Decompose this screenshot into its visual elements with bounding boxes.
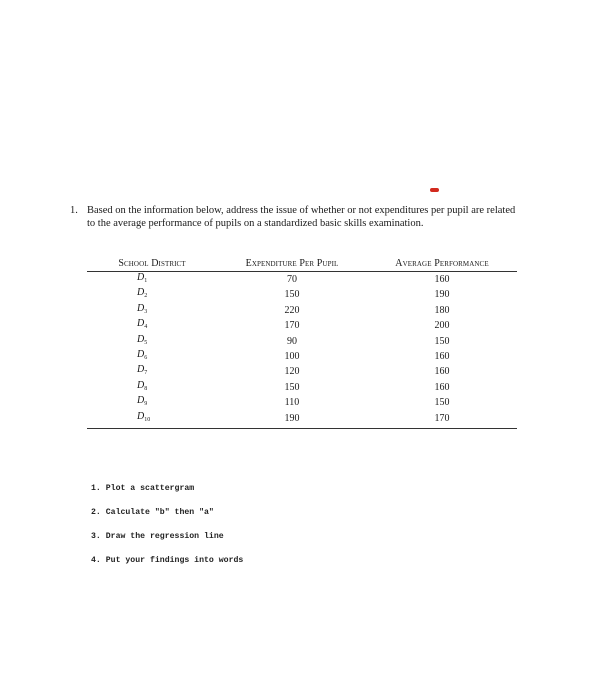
performance-cell: 200 — [434, 320, 450, 332]
district-cell: $D_8$ — [137, 379, 148, 392]
task-list — [91, 484, 243, 580]
task-item-findings: 4. Put your findings into words — [91, 556, 244, 565]
data-table — [87, 257, 517, 429]
district-cell: $D_4$ — [137, 318, 148, 331]
performance-cell: 160 — [434, 381, 450, 393]
task-item-regression-line: 3. Draw the regression line — [91, 532, 224, 541]
red-mark — [430, 188, 439, 192]
expenditure-cell: 150 — [284, 381, 300, 393]
district-cell: $D_9$ — [137, 395, 148, 408]
table-row — [87, 349, 517, 364]
expenditure-cell: 110 — [284, 397, 300, 409]
district-cell: $D_3$ — [137, 302, 148, 315]
district-cell: $D_2$ — [137, 287, 148, 300]
expenditure-cell: 190 — [217, 411, 367, 429]
table-row — [87, 380, 517, 395]
district-cell: $D_1$ — [137, 272, 148, 284]
table-row — [87, 303, 517, 318]
task-item-calculate: 2. Calculate "b" then "a" — [91, 508, 214, 517]
performance-cell: 160 — [434, 351, 450, 363]
performance-cell: 180 — [434, 304, 450, 316]
performance-cell: 150 — [434, 397, 450, 409]
header-school-district: School District — [87, 257, 217, 272]
table-header-row — [87, 257, 517, 272]
district-cell: $D_6$ — [137, 349, 148, 362]
header-expenditure-per-pupil: Expenditure Per Pupil — [217, 257, 367, 272]
header-average-performance: Average Performance — [367, 257, 517, 272]
question-number: 1. — [70, 205, 78, 216]
performance-cell: 170 — [367, 411, 517, 429]
expenditure-cell: 120 — [284, 366, 300, 378]
table-row — [87, 395, 517, 410]
table-row — [87, 411, 517, 429]
task-item-scattergram: 1. Plot a scattergram — [91, 484, 195, 493]
question-text: Based on the information below, address the issue of whether or not expenditures per pupil are related to the average performance of pupils on a standardized basic skills examination. — [87, 205, 516, 229]
expenditure-cell: 170 — [284, 320, 300, 332]
performance-cell: 150 — [434, 335, 450, 347]
district-cell: $D_7$ — [137, 364, 148, 377]
performance-cell: 190 — [434, 289, 450, 301]
table-row — [87, 318, 517, 333]
performance-cell: 160 — [434, 274, 450, 285]
expenditure-cell: 70 — [287, 274, 297, 285]
expenditure-cell: 90 — [287, 335, 297, 347]
question-block — [70, 205, 520, 230]
table-row — [87, 287, 517, 302]
expenditure-cell: 100 — [284, 351, 300, 363]
district-cell: $D_5$ — [137, 333, 148, 346]
district-cell: $D_{10}$ — [87, 411, 217, 429]
table-row — [87, 272, 517, 288]
expenditure-cell: 150 — [284, 289, 300, 301]
table-row — [87, 334, 517, 349]
performance-cell: 160 — [434, 366, 450, 378]
table-row — [87, 364, 517, 379]
expenditure-cell: 220 — [284, 304, 300, 316]
